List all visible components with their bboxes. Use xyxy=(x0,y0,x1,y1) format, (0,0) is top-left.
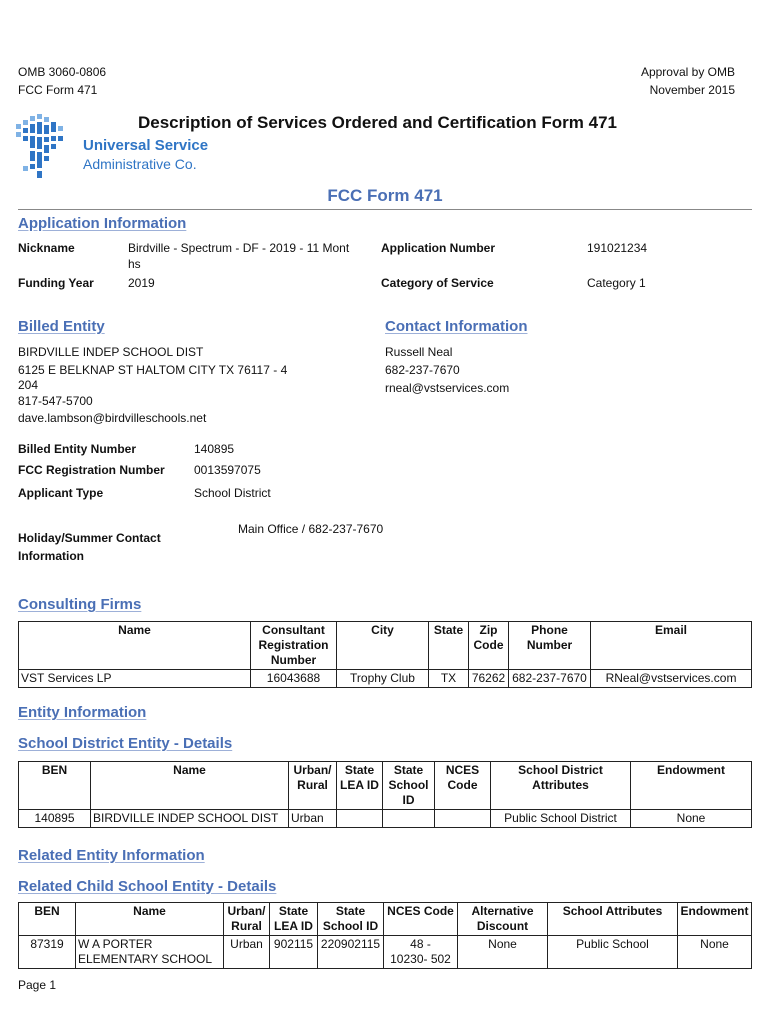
nickname-label: Nickname xyxy=(18,241,75,255)
page-number: Page 1 xyxy=(18,978,57,992)
sd-nces xyxy=(435,810,491,828)
application-number: 191021234 xyxy=(587,241,648,255)
billed-entity-heading: Billed Entity xyxy=(18,318,105,335)
col-state-school-id: State School ID xyxy=(383,762,435,810)
ben-label: Billed Entity Number xyxy=(18,442,137,456)
billed-entity-address-1: 6125 E BELKNAP ST HALTOM CITY TX 76117 - 4 xyxy=(18,363,288,377)
contact-email: rneal@vstservices.com xyxy=(385,381,510,395)
billed-entity-email: dave.lambson@birdvilleschools.net xyxy=(18,411,207,425)
col-state-lea-id: State LEA ID xyxy=(337,762,383,810)
omb-number: OMB 3060-0806 xyxy=(18,65,107,79)
consultant-state: TX xyxy=(429,670,469,688)
col-ben: BEN xyxy=(19,903,76,936)
child-name: W A PORTER ELEMENTARY SCHOOL xyxy=(76,936,224,969)
col-state-lea-id: State LEA ID xyxy=(270,903,318,936)
child-school-id: 220902115 xyxy=(318,936,384,969)
page-title: Description of Services Ordered and Certification Form 471 xyxy=(138,113,617,132)
holiday-contact-value: Main Office / 682-237-7670 xyxy=(238,522,384,536)
col-district-attributes: School District Attributes xyxy=(491,762,631,810)
col-email: Email xyxy=(591,622,752,670)
col-endowment: Endowment xyxy=(678,903,752,936)
approval-label: Approval by OMB xyxy=(640,65,735,79)
consultant-name: VST Services LP xyxy=(19,670,251,688)
usac-logo-mark-icon xyxy=(14,112,72,184)
sd-ben: 140895 xyxy=(19,810,91,828)
billed-entity-address-2: 204 xyxy=(18,378,39,392)
contact-name: Russell Neal xyxy=(385,345,453,359)
category-value: Category 1 xyxy=(587,276,646,290)
related-entity-heading: Related Entity Information xyxy=(18,847,205,864)
col-name: Name xyxy=(91,762,289,810)
sd-attributes: Public School District xyxy=(491,810,631,828)
child-ben: 87319 xyxy=(19,936,76,969)
child-lea: 902115 xyxy=(270,936,318,969)
table-row xyxy=(19,670,752,688)
school-district-table xyxy=(18,761,752,828)
col-name: Name xyxy=(76,903,224,936)
billed-entity-name: BIRDVILLE INDEP SCHOOL DIST xyxy=(18,345,204,359)
holiday-contact-label-2: Information xyxy=(18,549,84,563)
contact-phone: 682-237-7670 xyxy=(385,363,460,377)
col-urban-rural: Urban/ Rural xyxy=(224,903,270,936)
sd-endowment: None xyxy=(631,810,752,828)
consultant-city: Trophy Club xyxy=(337,670,429,688)
consultant-email: RNeal@vstservices.com xyxy=(591,670,752,688)
funding-year: 2019 xyxy=(128,276,155,290)
consultant-crn: 16043688 xyxy=(251,670,337,688)
col-alternative-discount: Alternative Discount xyxy=(458,903,548,936)
consultant-phone: 682-237-7670 xyxy=(509,670,591,688)
table-row xyxy=(19,936,752,969)
holiday-contact-label-1: Holiday/Summer Contact xyxy=(18,531,161,545)
approval-date: November 2015 xyxy=(649,83,735,97)
consulting-heading: Consulting Firms xyxy=(18,596,142,613)
billed-entity-phone: 817-547-5700 xyxy=(18,394,93,408)
category-label: Category of Service xyxy=(381,276,494,290)
col-nces-code: NCES Code xyxy=(435,762,491,810)
related-child-header-row xyxy=(19,903,752,936)
nickname-value-line1: Birdville - Spectrum - DF - 2019 - 11 Mont xyxy=(128,241,350,255)
entity-heading: Entity Information xyxy=(18,704,147,721)
col-name: Name xyxy=(19,622,251,670)
usac-logo xyxy=(14,112,72,184)
col-zip: Zip Code xyxy=(469,622,509,670)
child-nces: 48 - 10230- 502 xyxy=(384,936,458,969)
col-ben: BEN xyxy=(19,762,91,810)
related-child-heading: Related Child School Entity - Details xyxy=(18,878,277,895)
contact-heading: Contact Information xyxy=(385,318,528,335)
application-number-label: Application Number xyxy=(381,241,496,255)
col-nces-code: NCES Code xyxy=(384,903,458,936)
sd-urban: Urban xyxy=(289,810,337,828)
table-row xyxy=(19,810,752,828)
nickname-value-line2: hs xyxy=(128,257,141,271)
form-subtitle: FCC Form 471 xyxy=(327,186,443,205)
sd-lea xyxy=(337,810,383,828)
col-state: State xyxy=(429,622,469,670)
fcc-registration-value: 0013597075 xyxy=(194,463,261,477)
funding-year-label: Funding Year xyxy=(18,276,94,290)
application-heading: Application Information xyxy=(18,215,187,232)
consultant-zip: 76262 xyxy=(469,670,509,688)
col-urban-rural: Urban/ Rural xyxy=(289,762,337,810)
col-city: City xyxy=(337,622,429,670)
applicant-type-value: School District xyxy=(194,486,271,500)
school-district-header-row xyxy=(19,762,752,810)
logo-line-2: Administrative Co. xyxy=(83,156,197,172)
child-endowment: None xyxy=(678,936,752,969)
sd-name: BIRDVILLE INDEP SCHOOL DIST xyxy=(91,810,289,828)
col-phone: Phone Number xyxy=(509,622,591,670)
col-endowment: Endowment xyxy=(631,762,752,810)
fcc-registration-label: FCC Registration Number xyxy=(18,463,165,477)
logo-line-1: Universal Service xyxy=(83,137,209,154)
applicant-type-label: Applicant Type xyxy=(18,486,104,500)
school-district-heading: School District Entity - Details xyxy=(18,735,233,752)
col-school-attributes: School Attributes xyxy=(548,903,678,936)
form-number: FCC Form 471 xyxy=(18,83,98,97)
child-urban: Urban xyxy=(224,936,270,969)
col-state-school-id: State School ID xyxy=(318,903,384,936)
related-child-table xyxy=(18,902,752,969)
consulting-table xyxy=(18,621,752,688)
consulting-header-row xyxy=(19,622,752,670)
child-alt-discount: None xyxy=(458,936,548,969)
child-attributes: Public School xyxy=(548,936,678,969)
sd-school-id xyxy=(383,810,435,828)
header-divider xyxy=(18,209,752,210)
ben-value: 140895 xyxy=(194,442,235,456)
col-consultant-registration: Consultant Registration Number xyxy=(251,622,337,670)
